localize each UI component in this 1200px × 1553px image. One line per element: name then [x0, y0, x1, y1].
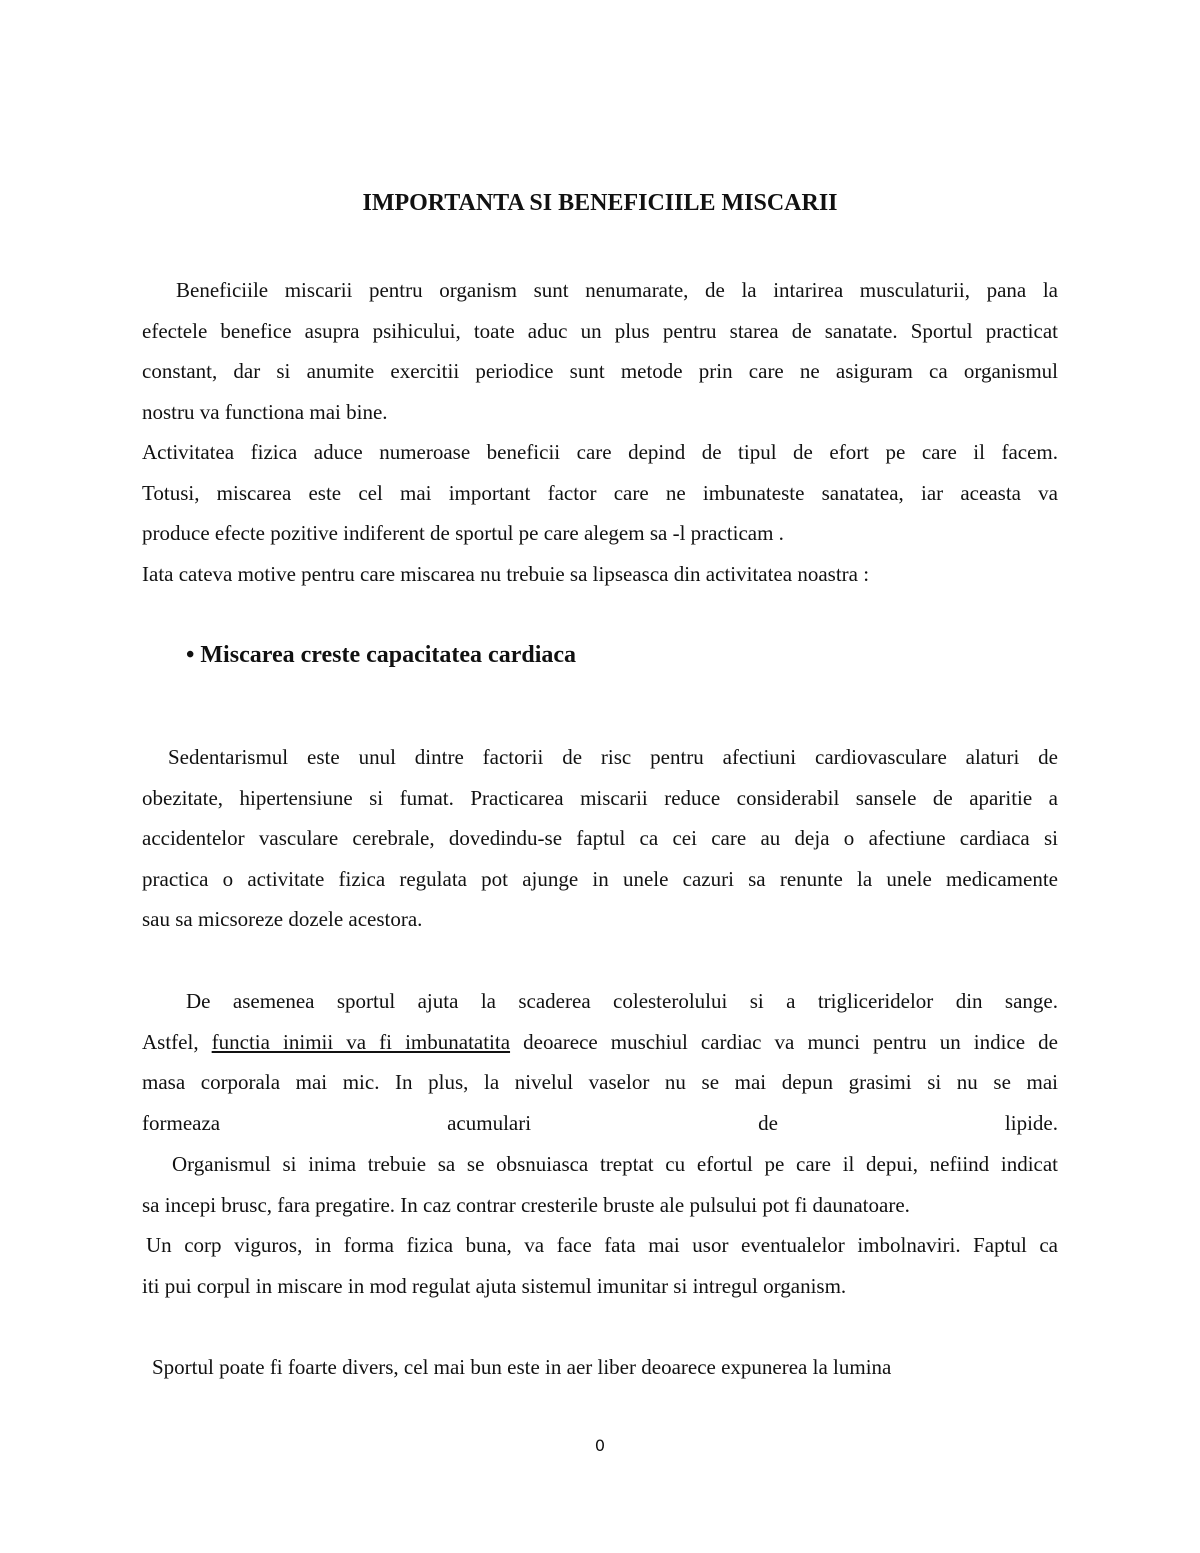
text-line: De asemenea sportul ajuta la scaderea colesterolului si a trigliceridelor din sange.: [186, 989, 1058, 1013]
text-line: constant, dar si anumite exercitii periodice sunt metode prin care ne asiguram ca organismul: [142, 359, 1058, 384]
text-line: efectele benefice asupra psihicului, toate aduc un plus pentru starea de sanatate. Sportul practicat: [142, 318, 1058, 343]
text-line: practica o activitate fizica regulata pot ajunge in unele cazuri sa renunte la unele medicamente: [142, 866, 1058, 891]
text-line: Iata cateva motive pentru care miscarea nu trebuie sa lipseasca din activitatea noastra :: [142, 562, 870, 586]
text-fragment: Astfel,: [142, 1029, 212, 1054]
underlined-phrase: functia inimii va fi imbunatatita: [211, 1029, 511, 1054]
section-paragraph-2: [142, 981, 1058, 1143]
section-paragraph-1: [142, 737, 1058, 940]
text-line: sa incepi brusc, fara pregatire. In caz contrar cresterile bruste ale pulsului pot fi daunatoare.: [142, 1192, 910, 1217]
text-line: accidentelor vasculare cerebrale, dovedindu-se faptul ca cei care au deja o afectiune cardiaca si: [142, 826, 1058, 851]
intro-paragraph-1: [142, 270, 1058, 432]
text-line: obezitate, hipertensiune si fumat. Practicarea miscarii reduce considerabil sansele de aparitie a: [142, 785, 1058, 810]
section-heading-text: Miscarea creste capacitatea cardiaca: [200, 642, 577, 668]
document-title: IMPORTANTA SI BENEFICIILE MISCARII: [362, 190, 838, 216]
text-line: sau sa micsoreze dozele acestora.: [142, 907, 423, 932]
text-line: produce efecte pozitive indiferent de sportul pe care alegem sa -l practicam .: [142, 521, 784, 546]
section-paragraph-3: [142, 1144, 1058, 1225]
intro-paragraph-2: [142, 432, 1058, 554]
text-line: Organismul si inima trebuie sa se obsnuiasca treptat cu efortul pe care il depui, nefiind indicat: [172, 1152, 1058, 1176]
text-line: Sedentarismul este unul dintre factorii de risc pentru afectiuni cardiovasculare alaturi de: [168, 745, 1058, 769]
text-line: nostru va functiona mai bine.: [142, 399, 388, 424]
text-line: masa corporala mai mic. In plus, la nivelul vaselor nu se mai depun grasimi si nu se mai: [142, 1070, 1058, 1095]
text-fragment: deoarece muschiul cardiac va munci pentru un indice de: [510, 1029, 1059, 1054]
section-paragraph-4: [142, 1225, 1058, 1306]
text-line: [142, 1022, 1058, 1063]
text-line: Un corp viguros, in forma fizica buna, va face fata mai usor eventualelor imbolnaviri. Faptul ca: [146, 1233, 1058, 1257]
text-line: Sportul poate fi foarte divers, cel mai bun este in aer liber deoarece expunerea la lumina: [152, 1355, 892, 1379]
text-line: Beneficiile miscarii pentru organism sunt nenumarate, de la intarirea musculaturii, pana la: [176, 278, 1058, 302]
bullet-icon: •: [186, 642, 195, 668]
section-paragraph-5: [142, 1347, 1058, 1388]
section-heading: [186, 640, 576, 670]
page-number: 0: [594, 1436, 606, 1455]
text-line: Totusi, miscarea este cel mai important factor care ne imbunateste sanatatea, iar aceasta va: [142, 480, 1058, 505]
text-line: Activitatea fizica aduce numeroase beneficii care depind de tipul de efort pe care il facem.: [142, 440, 1058, 464]
intro-paragraph-3: [142, 554, 1058, 595]
text-line: iti pui corpul in miscare in mod regulat ajuta sistemul imunitar si intregul organism.: [142, 1273, 847, 1298]
text-line: formeaza acumulari de lipide.: [142, 1110, 1058, 1135]
